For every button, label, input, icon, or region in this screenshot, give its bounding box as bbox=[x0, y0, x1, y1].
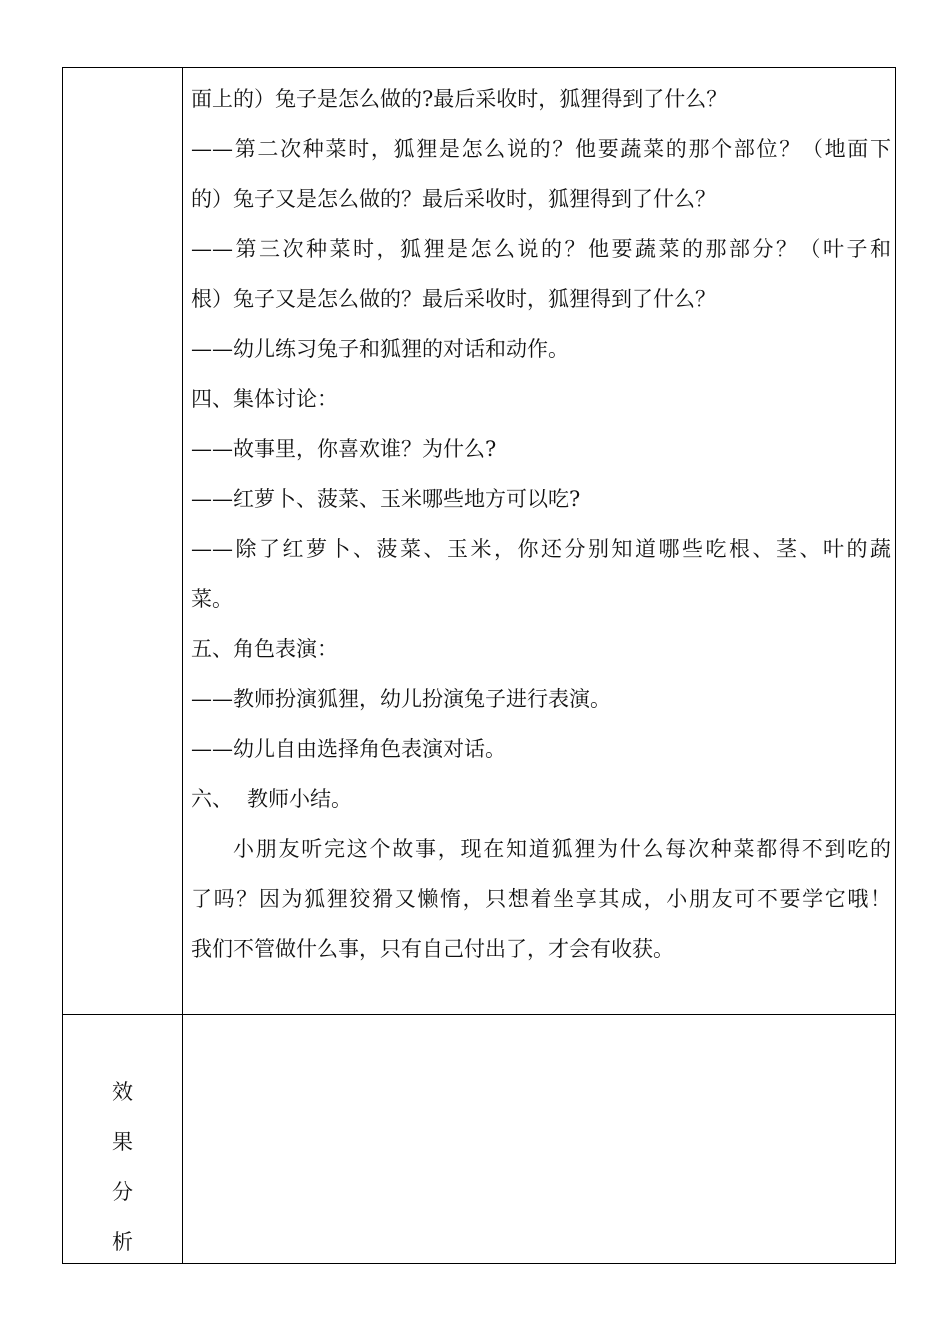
lesson-process-row bbox=[63, 68, 895, 1015]
text-line: ——幼儿练习兔子和狐狸的对话和动作。 bbox=[191, 337, 569, 361]
effect-analysis-label bbox=[63, 1067, 182, 1267]
row-label-cell bbox=[63, 68, 183, 1014]
text-line: ——第三次种菜时，狐狸是怎么说的？他要蔬菜的那部分？（叶子和 bbox=[191, 237, 891, 261]
lesson-process-cell bbox=[183, 68, 895, 1014]
text-line: 菜。 bbox=[191, 587, 233, 611]
text-line: ——故事里，你喜欢谁？为什么? bbox=[191, 437, 497, 461]
effect-analysis-content-cell bbox=[183, 1015, 895, 1263]
summary-line: 我们不管做什么事，只有自己付出了，才会有收获。 bbox=[191, 937, 674, 961]
section-heading-four: 四、集体讨论： bbox=[191, 387, 338, 411]
text-line: 面上的）兔子是怎么做的?最后采收时，狐狸得到了什么？ bbox=[191, 87, 728, 111]
text-line: ——教师扮演狐狸，幼儿扮演兔子进行表演。 bbox=[191, 687, 611, 711]
text-line: ——第二次种菜时，狐狸是怎么说的？他要蔬菜的那个部位？（地面下 bbox=[191, 137, 891, 161]
label-char: 效 bbox=[112, 1080, 133, 1104]
text-line: ——幼儿自由选择角色表演对话。 bbox=[191, 737, 506, 761]
text-line: 的）兔子又是怎么做的？最后采收时，狐狸得到了什么？ bbox=[191, 187, 716, 211]
section-title: 教师小结。 bbox=[247, 787, 352, 811]
effect-analysis-label-cell bbox=[63, 1015, 183, 1263]
section-number: 六、 bbox=[191, 787, 233, 811]
section-heading-five: 五、角色表演： bbox=[191, 637, 338, 661]
label-char: 析 bbox=[112, 1230, 133, 1254]
text-line: ——红萝卜、菠菜、玉米哪些地方可以吃? bbox=[191, 487, 581, 511]
summary-line: 了吗？因为狐狸狡猾又懒惰，只想着坐享其成，小朋友可不要学它哦！ bbox=[191, 887, 891, 911]
text-line: 根）兔子又是怎么做的？最后采收时，狐狸得到了什么？ bbox=[191, 287, 716, 311]
effect-analysis-row bbox=[63, 1015, 895, 1263]
text-line: ——除了红萝卜、菠菜、玉米，你还分别知道哪些吃根、茎、叶的蔬 bbox=[191, 537, 891, 561]
label-char: 果 bbox=[112, 1130, 133, 1154]
section-heading-six bbox=[191, 774, 891, 824]
summary-line: 小朋友听完这个故事，现在知道狐狸为什么每次种菜都得不到吃的 bbox=[233, 837, 891, 861]
lesson-process-text bbox=[191, 74, 891, 974]
label-char: 分 bbox=[112, 1180, 133, 1204]
lesson-plan-table bbox=[62, 67, 896, 1264]
